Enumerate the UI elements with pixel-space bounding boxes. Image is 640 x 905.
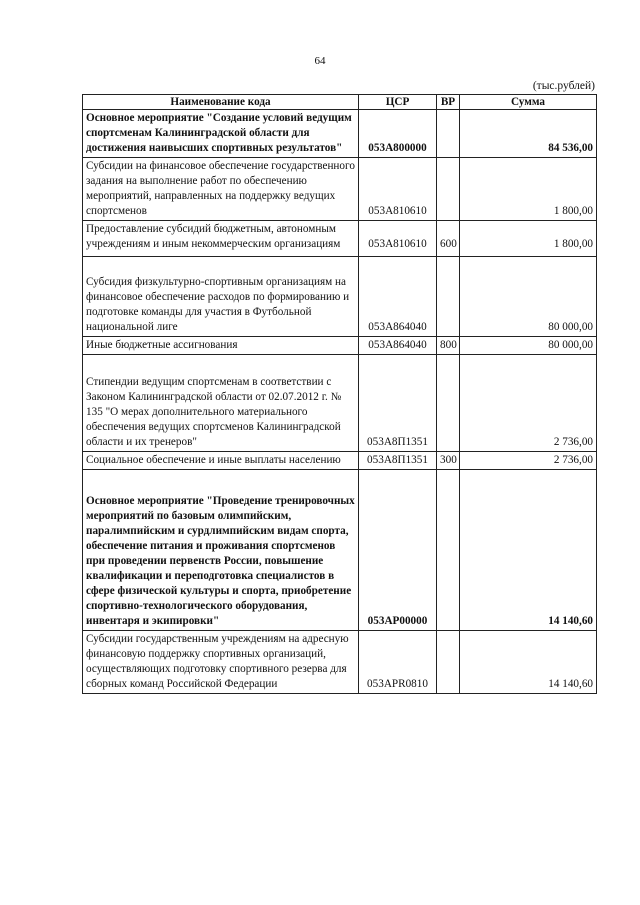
table-row: [83, 470, 597, 631]
row-csr: 053A800000: [359, 110, 437, 158]
row-sum: 2 736,00: [460, 355, 597, 452]
table-row: [83, 221, 597, 257]
row-vr: [437, 158, 460, 221]
row-vr: [437, 470, 460, 631]
row-vr: [437, 110, 460, 158]
row-name: Субсидия физкультурно-спортивным организациям на финансовое обеспечение расходов по формированию и подготовке команды для участия в Футбольной национальной лиге: [83, 257, 359, 337]
header-name: Наименование кода: [83, 95, 359, 110]
row-name: Субсидии на финансовое обеспечение государственного задания на выполнение работ по обеспечению мероприятий, направленных на поддержку ведущих спортсменов: [83, 158, 359, 221]
table-row: [83, 355, 597, 452]
header-vr: ВР: [437, 95, 460, 110]
row-name: Иные бюджетные ассигнования: [83, 337, 359, 355]
row-name: Предоставление субсидий бюджетным, автономным учреждениям и иным некоммерческим организациям: [83, 221, 359, 257]
row-sum: 2 736,00: [460, 452, 597, 470]
row-csr: 053A810610: [359, 158, 437, 221]
row-name: Основное мероприятие "Проведение тренировочных мероприятий по базовым олимпийским, паралимпийским и сурдлимпийским видам спорта, обеспечение питания и проживания спортсменов при проведении первенств России, повышение квалификации и переподготовка специалистов в сфере физической культуры и спорта, приобретение спортивно-технологического оборудования, инвентаря и экипировки": [83, 470, 359, 631]
page-number: 64: [314, 55, 326, 67]
row-csr: 053A864040: [359, 257, 437, 337]
row-sum: 80 000,00: [460, 257, 597, 337]
row-csr: 053APR0810: [359, 631, 437, 694]
row-name: Социальное обеспечение и иные выплаты населению: [83, 452, 359, 470]
table-header-row: [83, 95, 597, 110]
budget-table: [82, 94, 597, 694]
table-row: [83, 158, 597, 221]
table-row: [83, 631, 597, 694]
row-sum: 1 800,00: [460, 221, 597, 257]
row-sum: 1 800,00: [460, 158, 597, 221]
row-name: Субсидии государственным учреждениям на адресную финансовую поддержку спортивных организаций, осуществляющих подготовку спортивного резерва для сборных команд Российской Федерации: [83, 631, 359, 694]
table-row: [83, 257, 597, 337]
row-csr: 053AP00000: [359, 470, 437, 631]
row-csr: 053A864040: [359, 337, 437, 355]
header-sum: Сумма: [460, 95, 597, 110]
row-sum: 14 140,60: [460, 470, 597, 631]
row-vr: [437, 631, 460, 694]
row-vr: 800: [437, 337, 460, 355]
row-sum: 80 000,00: [460, 337, 597, 355]
row-sum: 14 140,60: [460, 631, 597, 694]
row-vr: 300: [437, 452, 460, 470]
row-name: Стипендии ведущим спортсменам в соответствии с Законом Калининградской области от 02.07.2012 г. № 135 "О мерах дополнительного материального обеспечения ведущих спортсменов Калининградской области и их тренеров": [83, 355, 359, 452]
row-csr: 053A8П1351: [359, 355, 437, 452]
row-vr: [437, 257, 460, 337]
row-vr: 600: [437, 221, 460, 257]
row-csr: 053A8П1351: [359, 452, 437, 470]
units-label: (тыс.рублей): [532, 80, 595, 92]
table-row: [83, 110, 597, 158]
table-row: [83, 452, 597, 470]
table-row: [83, 337, 597, 355]
row-name: Основное мероприятие "Создание условий ведущим спортсменам Калининградской области для достижения наивысших спортивных результатов": [83, 110, 359, 158]
row-sum: 84 536,00: [460, 110, 597, 158]
header-csr: ЦСР: [359, 95, 437, 110]
row-csr: 053A810610: [359, 221, 437, 257]
row-vr: [437, 355, 460, 452]
